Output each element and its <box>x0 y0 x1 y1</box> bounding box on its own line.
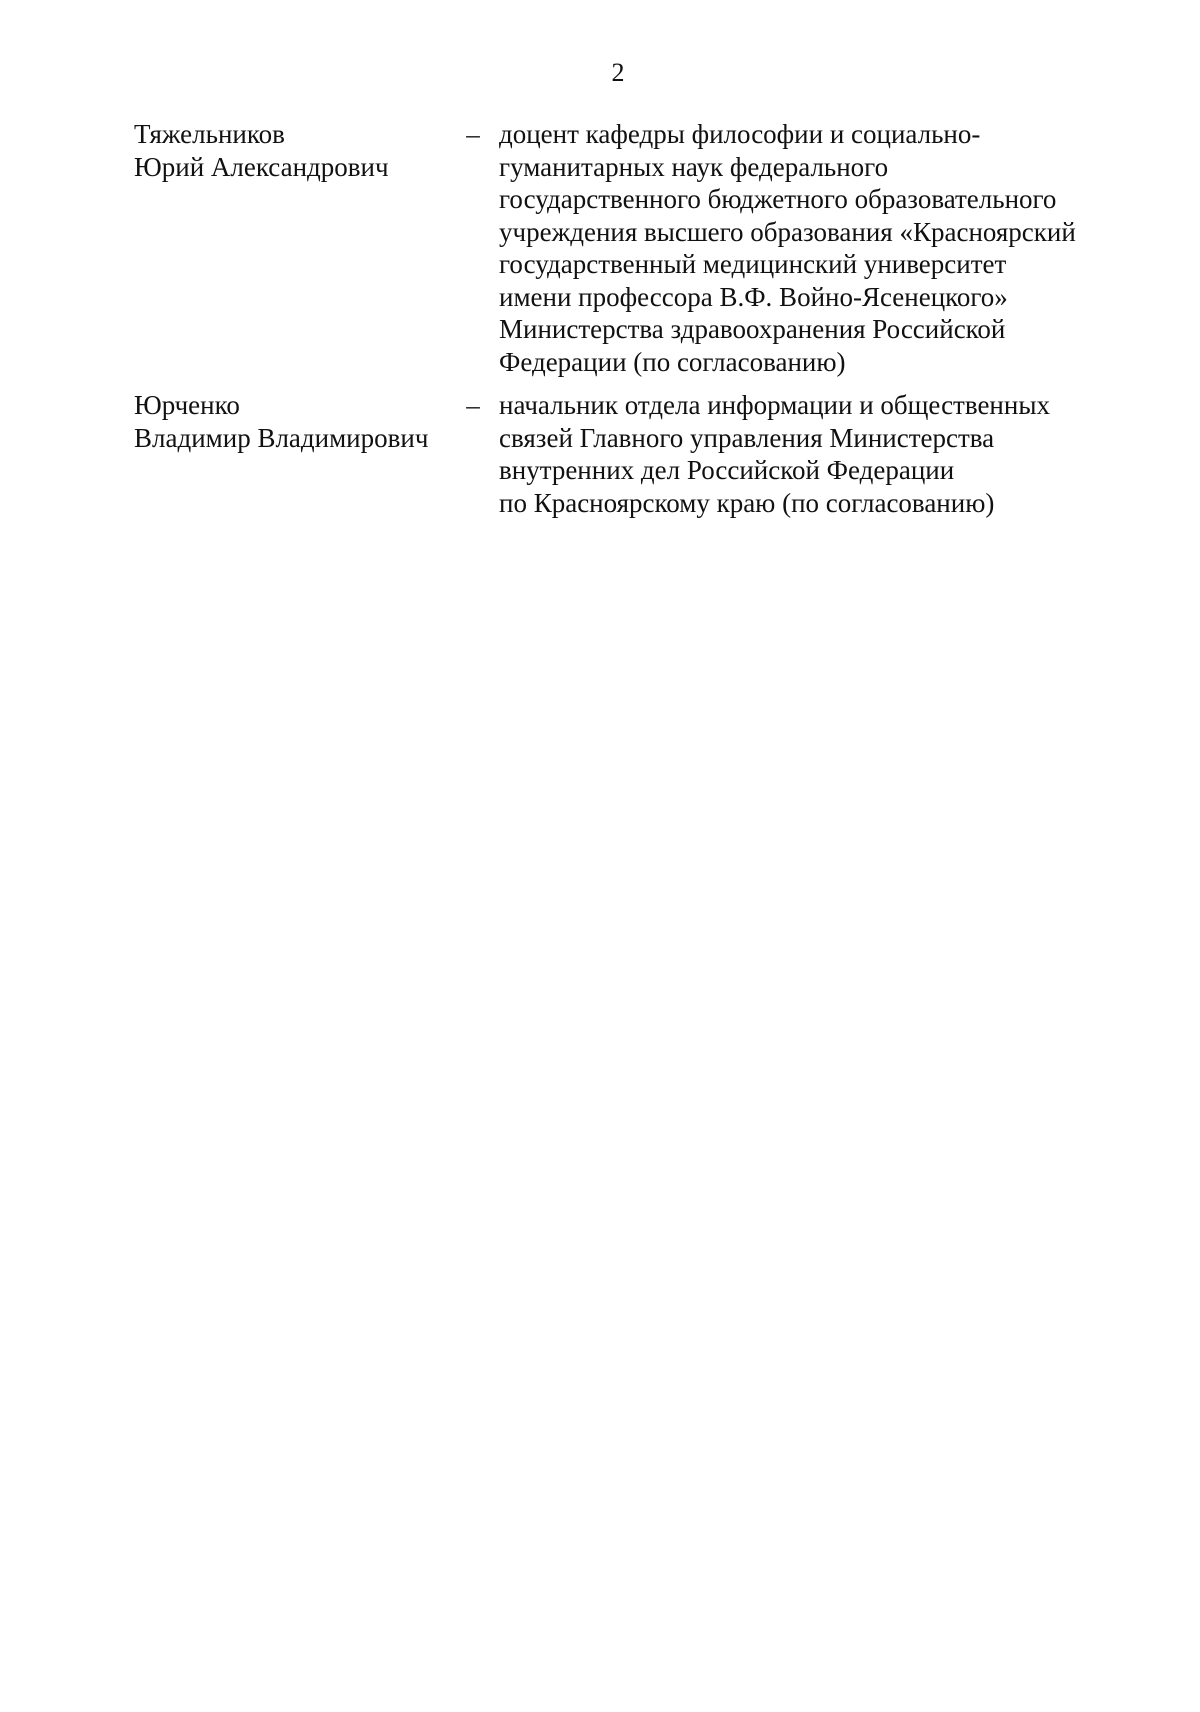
member-name <box>134 118 464 183</box>
role-line: Министерства здравоохранения Российской <box>499 314 1006 344</box>
role-line: начальник отдела информации и общественных <box>499 390 1050 420</box>
role-line: Федерации (по согласованию) <box>499 346 846 377</box>
separator-dash: – <box>466 119 480 149</box>
role-line: связей Главного управления Министерства <box>499 422 995 453</box>
role-line: государственный медицинский университет <box>499 249 1007 279</box>
role-line: внутренних дел Российской Федерации <box>499 455 955 485</box>
role-line: гуманитарных наук федерального <box>499 151 889 182</box>
role-line: доцент кафедры философии и социально- <box>499 119 981 149</box>
member-given-names: Владимир Владимирович <box>134 422 429 453</box>
separator-dash: – <box>466 390 480 420</box>
role-line: государственного бюджетного образовательного <box>499 184 1057 214</box>
role-line: по Красноярскому краю (по согласованию) <box>499 487 995 518</box>
member-role <box>499 118 1099 378</box>
role-line: учреждения высшего образования «Красноярский <box>499 216 1076 247</box>
member-name <box>134 389 464 454</box>
member-given-names: Юрий Александрович <box>134 151 389 182</box>
member-surname: Тяжельников <box>134 119 285 149</box>
page-number: 2 <box>611 58 625 87</box>
role-line: имени профессора В.Ф. Войно-Ясенецкого» <box>499 281 1008 312</box>
member-role <box>499 389 1099 519</box>
member-surname: Юрченко <box>134 390 240 420</box>
